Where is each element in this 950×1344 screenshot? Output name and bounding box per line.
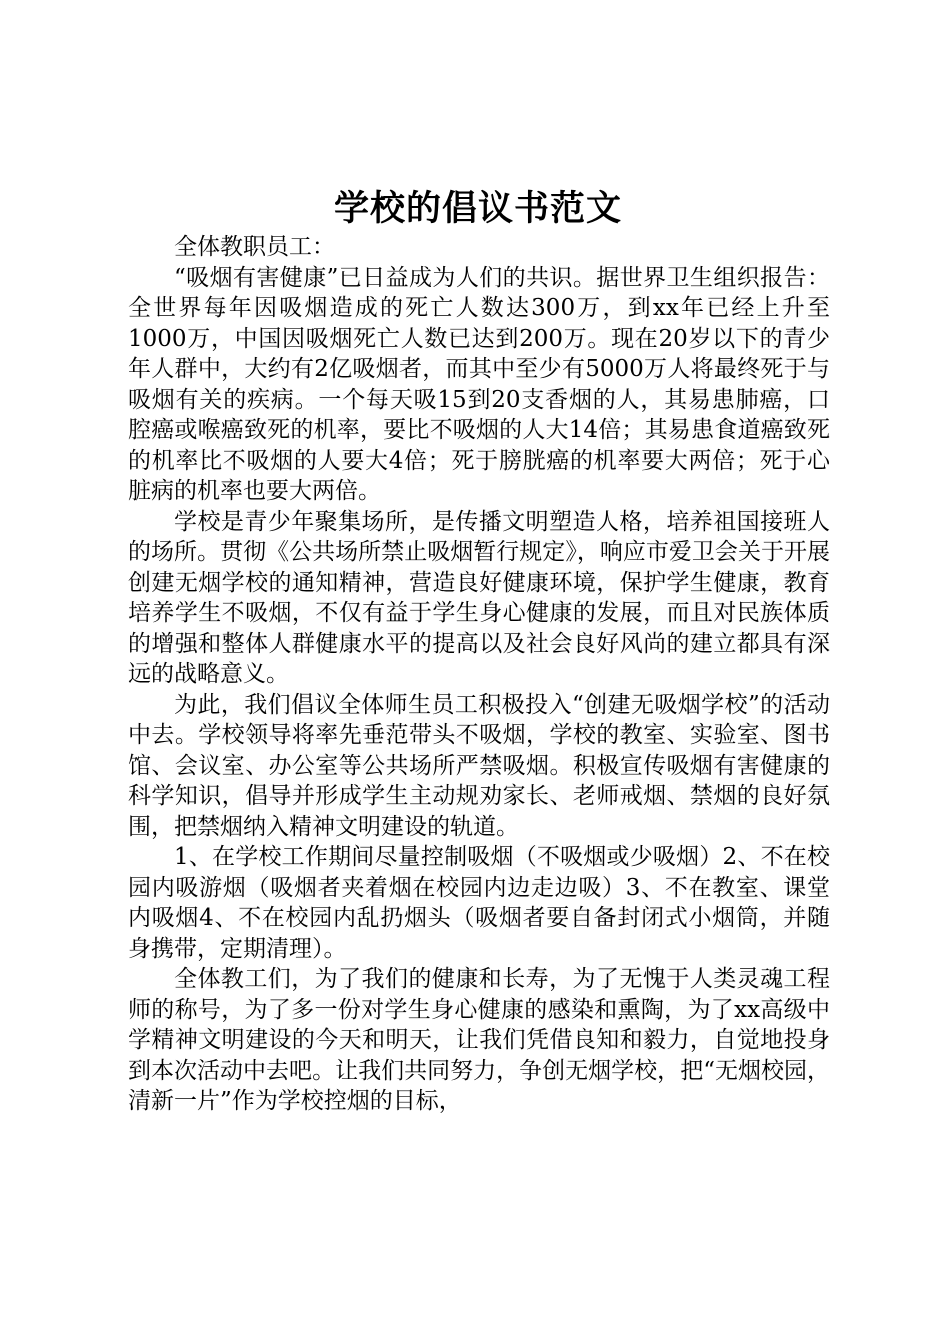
paragraph-smoking-harm: “吸烟有害健康”已日益成为人们的共识。据世界卫生组织报告：全世界每年因吸烟造成的死亡人数达300万，到xx年已经上升至1000万，中国因吸烟死亡人数已达到200万。现在20岁以下的青少年人群中，大约有2亿吸烟者，而其中至少有5000万人将最终死于与吸烟有关的疾病。一个每天吸15到20支香烟的人，其易患肺癌，口腔癌或喉癌致死的机率，要比不吸烟的人大14倍；其易患食道癌致死的机率比不吸烟的人要大4倍；死于膀胱癌的机率要大两倍；死于心脏病的机率也要大两倍。 <box>128 264 830 504</box>
salutation: 全体教职员工： <box>174 234 335 260</box>
paragraph-rules-list: 1、在学校工作期间尽量控制吸烟（不吸烟或少吸烟）2、不在校园内吸游烟（吸烟者夹着烟在校园内边走边吸）3、不在教室、课堂内吸烟4、不在校园内乱扔烟头（吸烟者要自备封闭式小烟筒，并随身携带，定期清理）。 <box>128 844 830 962</box>
paragraph-school-role: 学校是青少年聚集场所，是传播文明塑造人格，培养祖国接班人的场所。贯彻《公共场所禁止吸烟暂行规定》，响应市爱卫会关于开展创建无烟学校的通知精神，营造良好健康环境，保护学生健康，教育培养学生不吸烟，不仅有益于学生身心健康的发展，而且对民族体质的增强和整体人群健康水平的提高以及社会良好风尚的建立都具有深远的战略意义。 <box>128 508 830 687</box>
paragraph-call-to-action: 全体教工们，为了我们的健康和长寿，为了无愧于人类灵魂工程师的称号，为了多一份对学生身心健康的感染和熏陶，为了xx高级中学精神文明建设的今天和明天，让我们凭借良知和毅力，自觉地投身到本次活动中去吧。让我们共同努力，争创无烟学校，把“无烟校园，清新一片”作为学校控烟的目标， <box>128 966 830 1114</box>
document-body <box>128 232 830 1117</box>
paragraph-initiative: 为此，我们倡议全体师生员工积极投入“创建无吸烟学校”的活动中去。学校领导将率先垂范带头不吸烟，学校的教室、实验室、图书馆、会议室、办公室等公共场所严禁吸烟。积极宣传吸烟有害健康的科学知识，倡导并形成学生主动规劝家长、老师戒烟、禁烟的良好氛围，把禁烟纳入精神文明建设的轨道。 <box>128 691 830 840</box>
document-title: 学校的倡议书范文 <box>333 188 622 229</box>
